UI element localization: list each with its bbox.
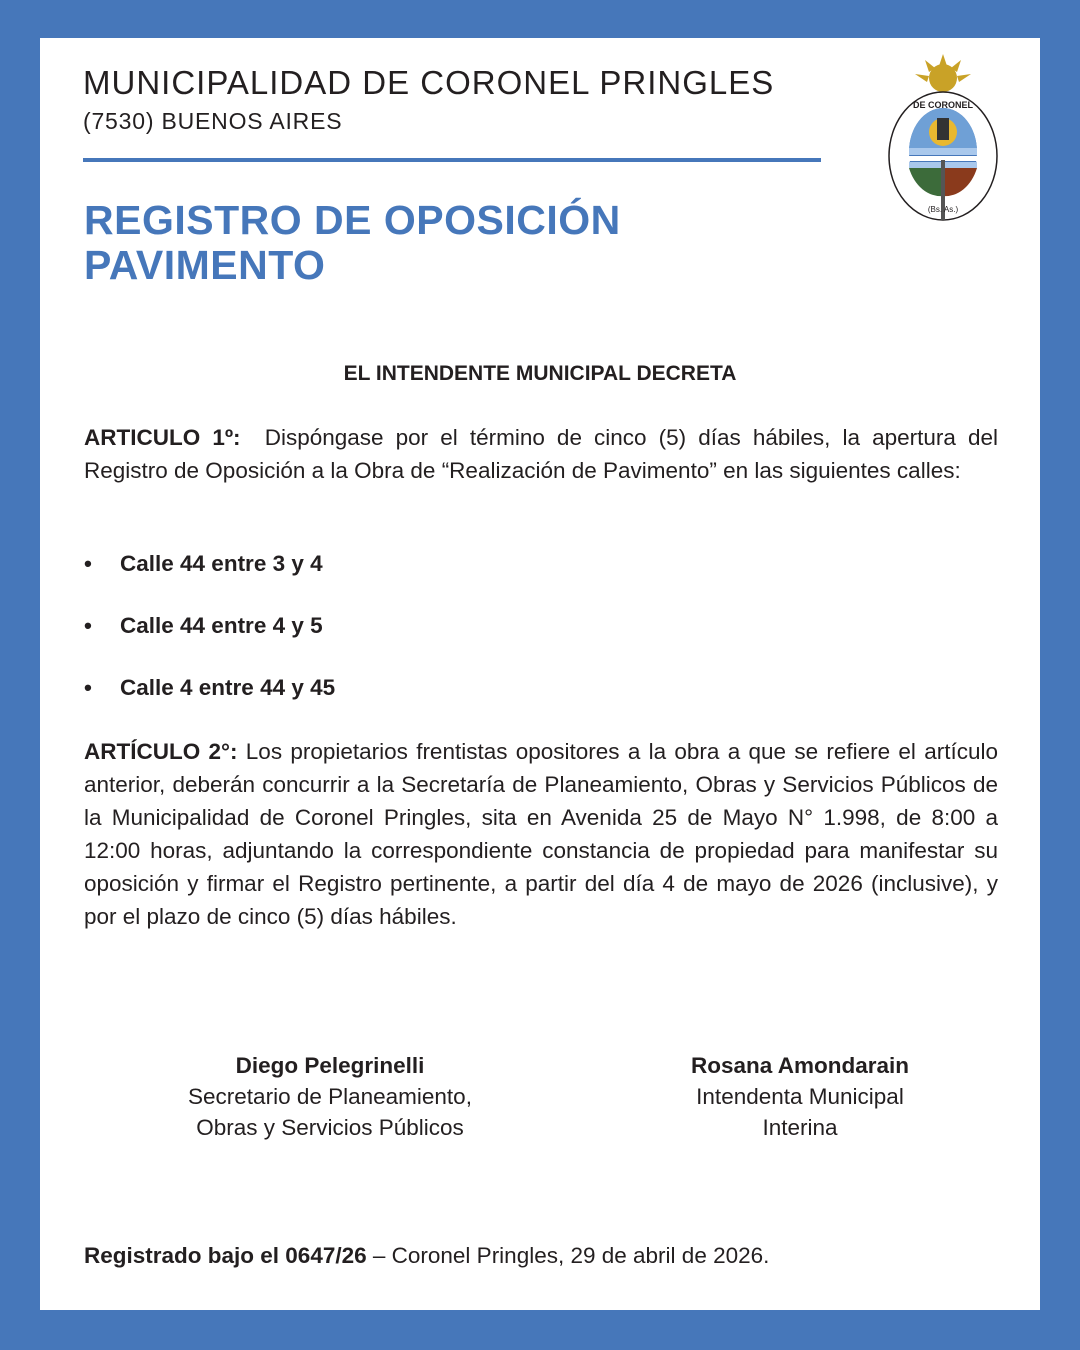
municipal-seal-logo: [885, 52, 1001, 224]
decree-sheet: [40, 38, 1040, 1310]
svg-text:DE CORONEL: DE CORONEL: [912, 100, 974, 110]
street-list-item: • Calle 44 entre 3 y 4: [84, 551, 323, 576]
title-line-2: PAVIMENTO: [84, 242, 326, 288]
decree-heading: EL INTENDENTE MUNICIPAL DECRETA: [343, 362, 737, 385]
signatory-role: Interina: [762, 1115, 838, 1140]
signatory-role: Intendenta Municipal: [696, 1084, 904, 1109]
street-name: Calle 44 entre 4 y 5: [120, 613, 323, 638]
signatory-role: Obras y Servicios Públicos: [196, 1115, 464, 1140]
street-name: Calle 4 entre 44 y 45: [120, 675, 336, 700]
header-divider: [83, 158, 821, 162]
street-list-item: • Calle 4 entre 44 y 45: [84, 675, 336, 700]
signatory-name: Rosana Amondarain: [691, 1053, 909, 1078]
registration-footer: [84, 1243, 769, 1269]
svg-text:(Bs. As.): (Bs. As.): [927, 205, 959, 214]
municipality-address: (7530) BUENOS AIRES: [83, 108, 343, 134]
article-2: [84, 735, 998, 933]
signatory-name: Diego Pelegrinelli: [235, 1053, 425, 1078]
page-title: [84, 198, 621, 288]
signatory-role: Secretario de Planeamiento,: [188, 1084, 472, 1109]
registration-number: Registrado bajo el 0647/26: [84, 1243, 367, 1268]
signature-block: [130, 1050, 530, 1143]
street-list-item: • Calle 44 entre 4 y 5: [84, 613, 323, 638]
article-2-text: Los propietarios frentistas opositores a la obra a que se refiere el artículo anterior, deberán concurrir a la Secretaría de Planeamiento, Obras y Servicios Públicos de la Municipalidad de Coronel Pringles, sita en Avenida 25 de Mayo N° 1.998, de 8:00 a 12:00 horas, adjuntando la correspondiente constancia de propiedad para manifestar su oposición y firmar el Registro pertinente, a partir del día 4 de mayo de 2026 (inclusive), y por el plazo de cinco (5) días hábiles.: [84, 739, 998, 929]
signature-block: [600, 1050, 1000, 1143]
title-line-1: REGISTRO DE OPOSICIÓN: [84, 197, 621, 243]
municipality-name: MUNICIPALIDAD DE CORONEL PRINGLES: [83, 64, 775, 101]
article-1-text: Dispóngase por el término de cinco (5) días hábiles, la apertura del Registro de Oposición a la Obra de “Realización de Pavimento” en las siguientes calles:: [84, 425, 998, 483]
street-name: Calle 44 entre 3 y 4: [120, 551, 323, 576]
article-2-label: ARTÍCULO 2°:: [84, 739, 238, 764]
article-1: [84, 421, 998, 487]
article-1-label: ARTICULO 1º:: [84, 425, 241, 450]
place-date: – Coronel Pringles, 29 de abril de 2026.: [366, 1243, 770, 1268]
